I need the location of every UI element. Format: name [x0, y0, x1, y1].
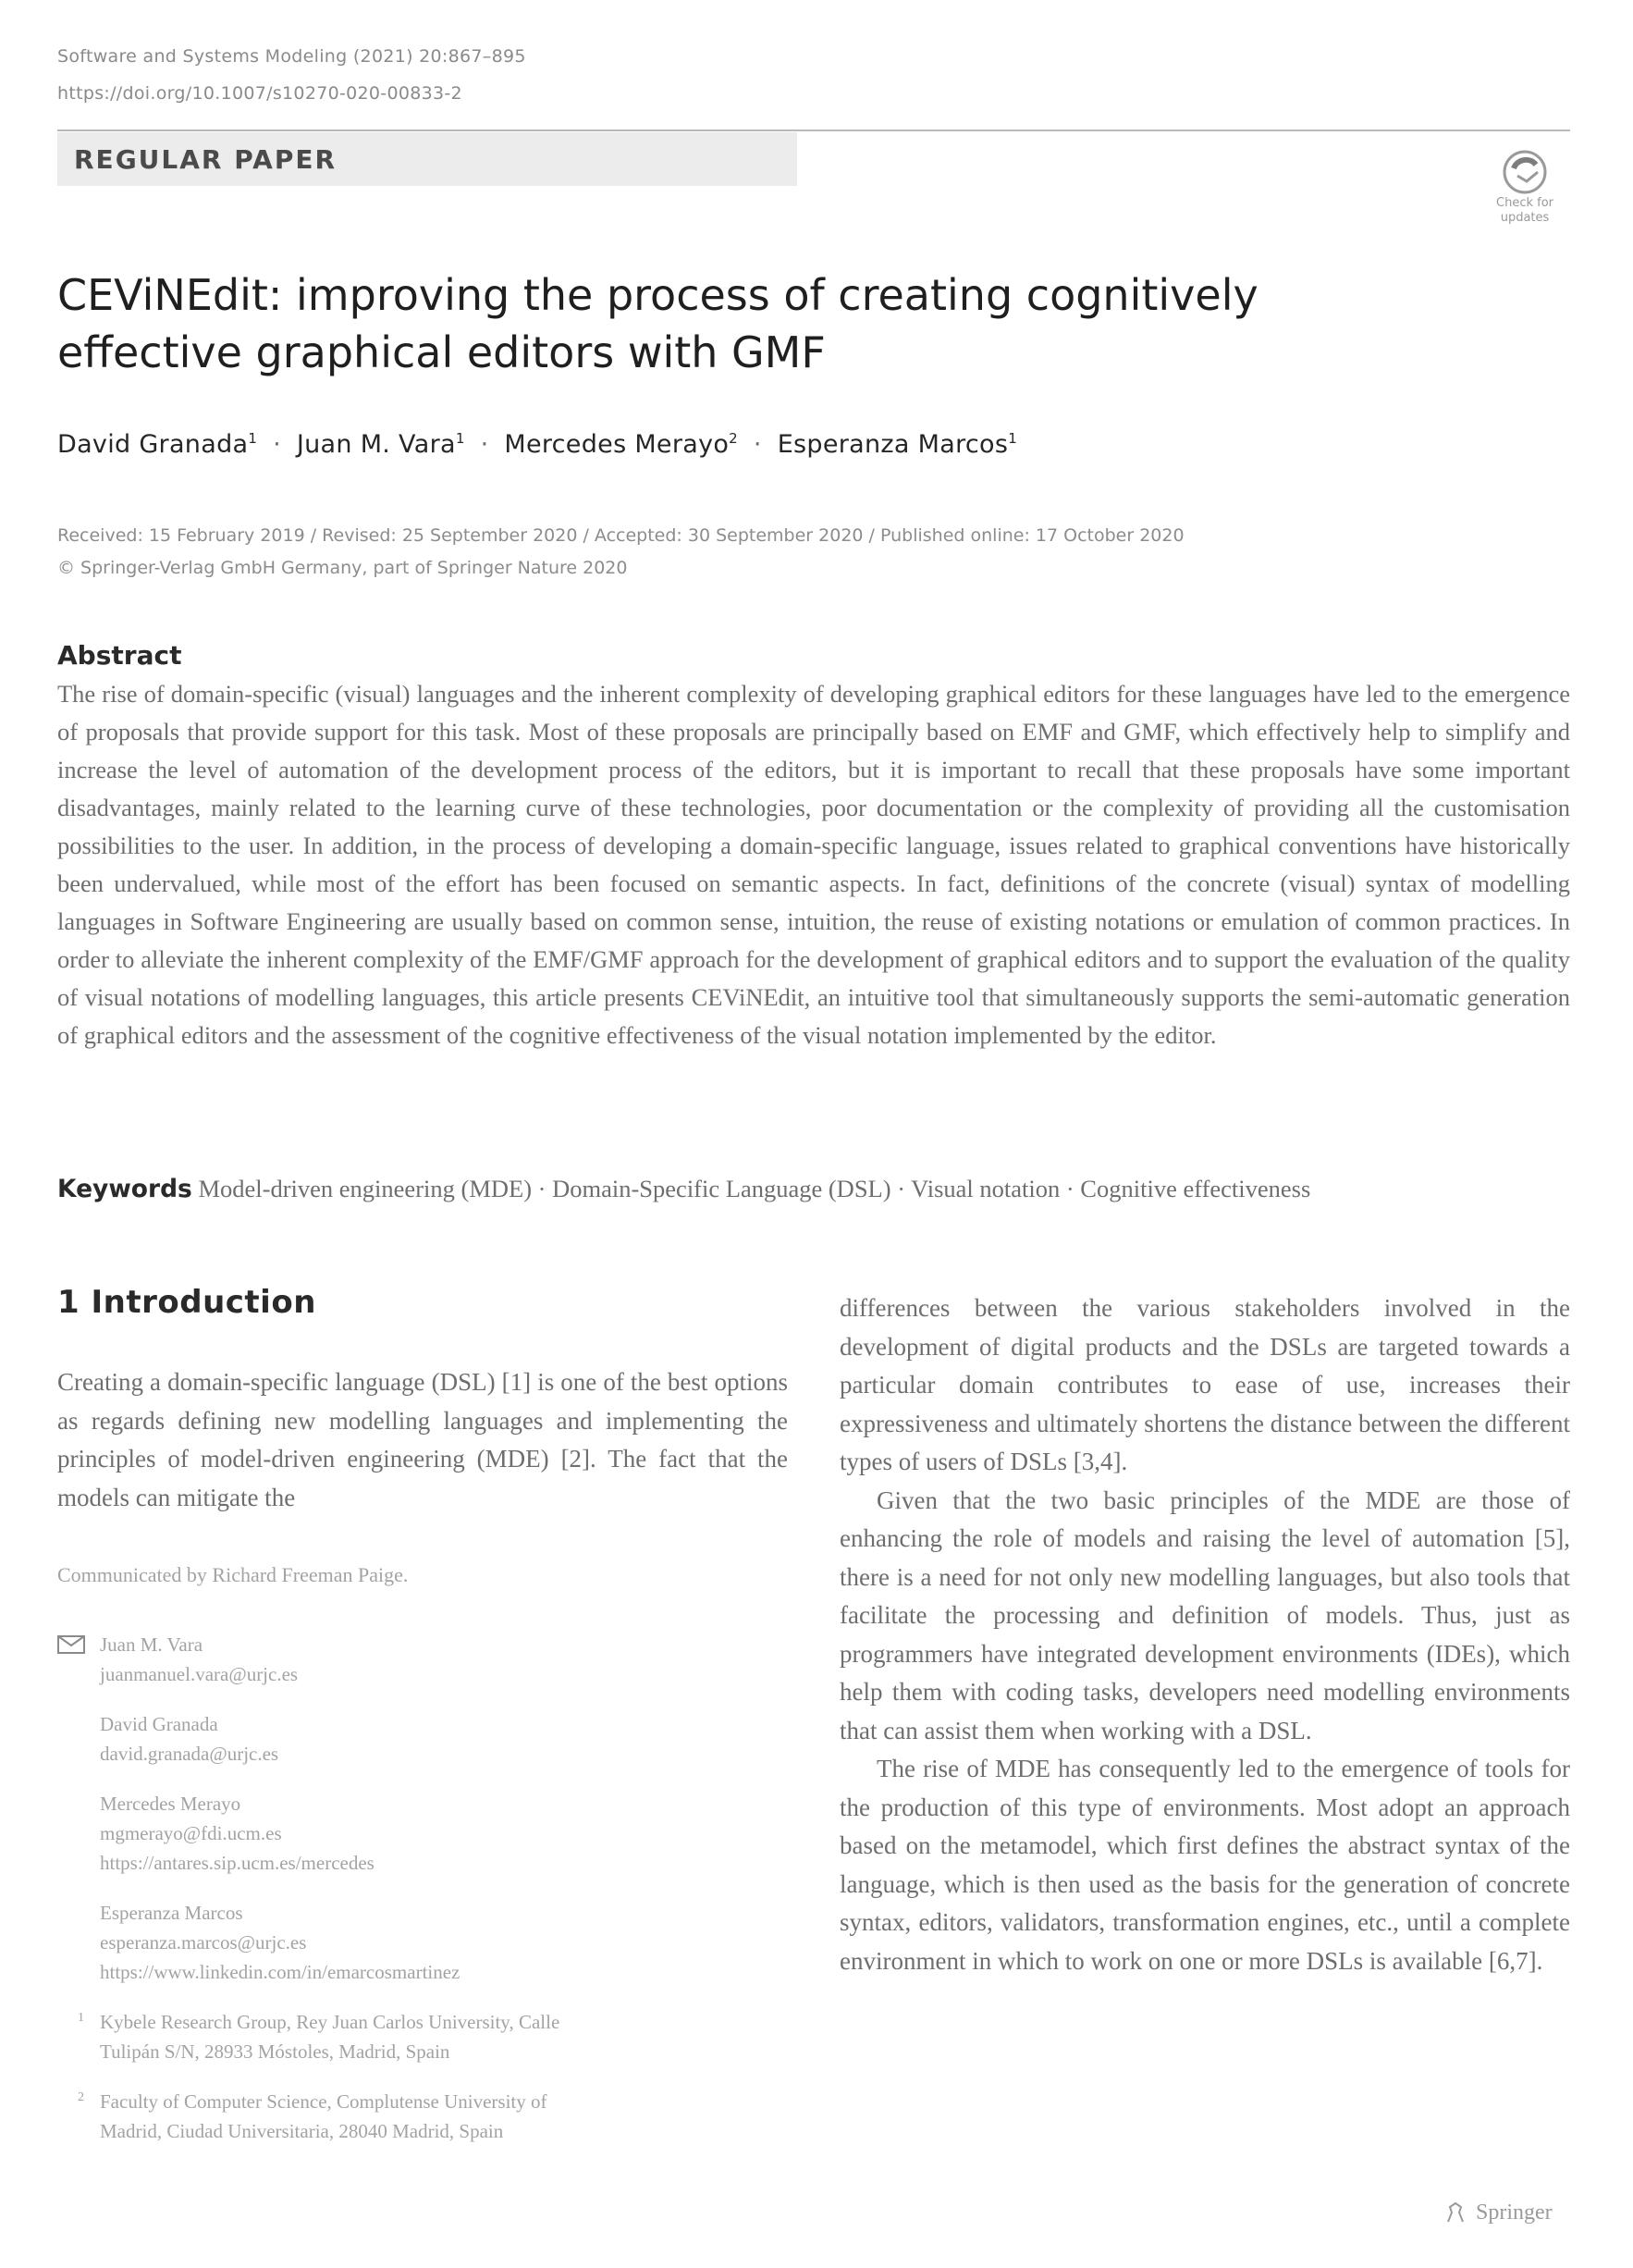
mail-icon: [57, 1635, 85, 1654]
header-rule: [57, 129, 1570, 131]
contact-name: Esperanza Marcos: [100, 1902, 243, 1924]
check-updates-icon: [1501, 148, 1549, 196]
author-separator: ·: [480, 430, 489, 459]
section-heading: 1 Introduction: [57, 1284, 316, 1321]
author-list: [57, 430, 1017, 459]
publisher-logo: [1443, 2200, 1553, 2225]
affiliation: [57, 2087, 788, 2146]
contact-email[interactable]: esperanza.marcos@urjc.es: [100, 1931, 307, 1954]
contact-block: [57, 1709, 788, 1769]
affiliation: [57, 2007, 788, 2066]
intro-paragraph: The rise of MDE has consequently led to the emergence of tools for the production of this type of environments. Most adopt an approach based on the metamodel, which first defines the abstract syntax of the language, which is then used as the basis for the generation of concrete syntax, editors, validators, transformation engines, etc., until a complete environment in which to work on one or more DSLs is available [6,7].: [840, 1755, 1570, 1975]
check-updates-text-1: Check for: [1496, 196, 1553, 210]
contact-email[interactable]: david.granada@urjc.es: [100, 1743, 279, 1765]
abstract-heading: Abstract: [57, 640, 182, 671]
check-updates-text-2: updates: [1500, 211, 1550, 225]
publisher-name: Springer: [1476, 2200, 1553, 2225]
intro-paragraph: differences between the various stakeholders involved in the development of digital products and the DSLs are targeted towards a particular domain contributes to ease of use, increases their expressiveness and ultimately shortens the distance between the different types of users of DSLs [3,4].: [840, 1294, 1570, 1475]
article-category: REGULAR PAPER: [74, 143, 338, 175]
contact-email[interactable]: mgmerayo@fdi.ucm.es: [100, 1822, 282, 1844]
author-footnotes: [57, 1630, 788, 2166]
publication-dates: Received: 15 February 2019 / Revised: 25 September 2020 / Accepted: 30 September 2020 / Published online: 17 October 2020: [57, 525, 1185, 546]
intro-paragraph: Given that the two basic principles of the MDE are those of enhancing the role of models and raising the level of automation [5], there is a need for not only new modelling languages, but also tools that facilitate the processing and definition of models. Thus, just as programmers have integrated development environments (IDEs), which help them with coding tasks, developers need modelling environments that can assist them when working with a DSL.: [840, 1485, 1570, 1744]
intro-paragraph: Creating a domain-specific language (DSL) [1] is one of the best options as regards defining new modelling languages and implementing the principles of model-driven engineering (MDE) [2]. The fact that the models can mitigate the: [57, 1368, 788, 1511]
contact-name: Juan M. Vara: [100, 1633, 203, 1656]
keywords-list: Model-driven engineering (MDE) · Domain-Specific Language (DSL) · Visual notation · Cognitive effectiveness: [198, 1175, 1311, 1202]
paper-title: CEViNEdit: improving the process of creating cognitively effective graphical editors with GMF: [57, 270, 1259, 377]
keywords: [57, 1175, 1570, 1203]
affiliation-mark: 2: [78, 2090, 84, 2104]
author[interactable]: David Granada$^1$: [57, 430, 258, 459]
affiliation-mark: 1: [78, 2011, 84, 2025]
author[interactable]: Juan M. Vara$^1$: [296, 430, 465, 459]
affiliation-line: Faculty of Computer Science, Complutense University of: [100, 2090, 547, 2113]
affiliation-line: Madrid, Ciudad Universitaria, 28040 Madrid, Spain: [100, 2120, 504, 2142]
springer-horse-icon: [1443, 2200, 1468, 2225]
contact-block: [57, 1898, 788, 1987]
journal-citation: Software and Systems Modeling (2021) 20:867–895: [57, 46, 526, 67]
contact-email[interactable]: juanmanuel.vara@urjc.es: [100, 1663, 299, 1685]
contact-name: David Granada: [100, 1713, 218, 1735]
affiliation-line: Tulipán S/N, 28933 Móstoles, Madrid, Spain: [100, 2040, 450, 2063]
contact-block: [57, 1789, 788, 1878]
contact-url[interactable]: https://www.linkedin.com/in/emarcosmartinez: [100, 1961, 460, 1983]
category-band: [57, 132, 797, 186]
keywords-label: Keywords: [57, 1175, 192, 1203]
contact-block: [57, 1630, 788, 1689]
author[interactable]: Esperanza Marcos$^1$: [777, 430, 1018, 459]
author-separator: ·: [273, 430, 281, 459]
abstract-text: The rise of domain-specific (visual) languages and the inherent complexity of developing graphical editors for these languages have led to the emergence of proposals that provide support for this task. Most of these proposals are principally based on EMF and GMF, which effectively help to simplify and increase the level of automation of the development process of the editors, but it is important to recall that these proposals have some important disadvantages, mainly related to the learning curve of these technologies, poor documentation or the complexity of providing all the customisation possibilities to the user. In addition, in the process of developing a domain-specific language, issues related to graphical conventions have historically been undervalued, while most of the effort has been focused on semantic aspects. In fact, definitions of the concrete (visual) syntax of modelling languages in Software Engineering are usually based on common sense, intuition, the reuse of existing notations or emulation of common practices. In order to alleviate the inherent complexity of the EMF/GMF approach for the development of graphical editors and to support the evaluation of the quality of visual notations of modelling languages, this article presents CEViNEdit, an intuitive tool that simultaneously supports the semi-automatic generation of graphical editors and the assessment of the cognitive effectiveness of the visual notation implemented by the editor.: [57, 680, 1570, 1049]
communicated-by: Communicated by Richard Freeman Paige.: [57, 1563, 409, 1586]
doi-link[interactable]: https://doi.org/10.1007/s10270-020-00833-2: [57, 83, 462, 104]
check-for-updates-badge[interactable]: [1474, 148, 1576, 226]
author-separator: ·: [753, 430, 762, 459]
contact-url[interactable]: https://antares.sip.ucm.es/mercedes: [100, 1852, 374, 1874]
contact-name: Mercedes Merayo: [100, 1793, 241, 1815]
affiliation-line: Kybele Research Group, Rey Juan Carlos University, Calle: [100, 2011, 560, 2033]
author[interactable]: Mercedes Merayo$^2$: [504, 430, 739, 459]
intro-column-right: [840, 1289, 1570, 1980]
copyright-notice: © Springer-Verlag GmbH Germany, part of Springer Nature 2020: [57, 558, 628, 578]
